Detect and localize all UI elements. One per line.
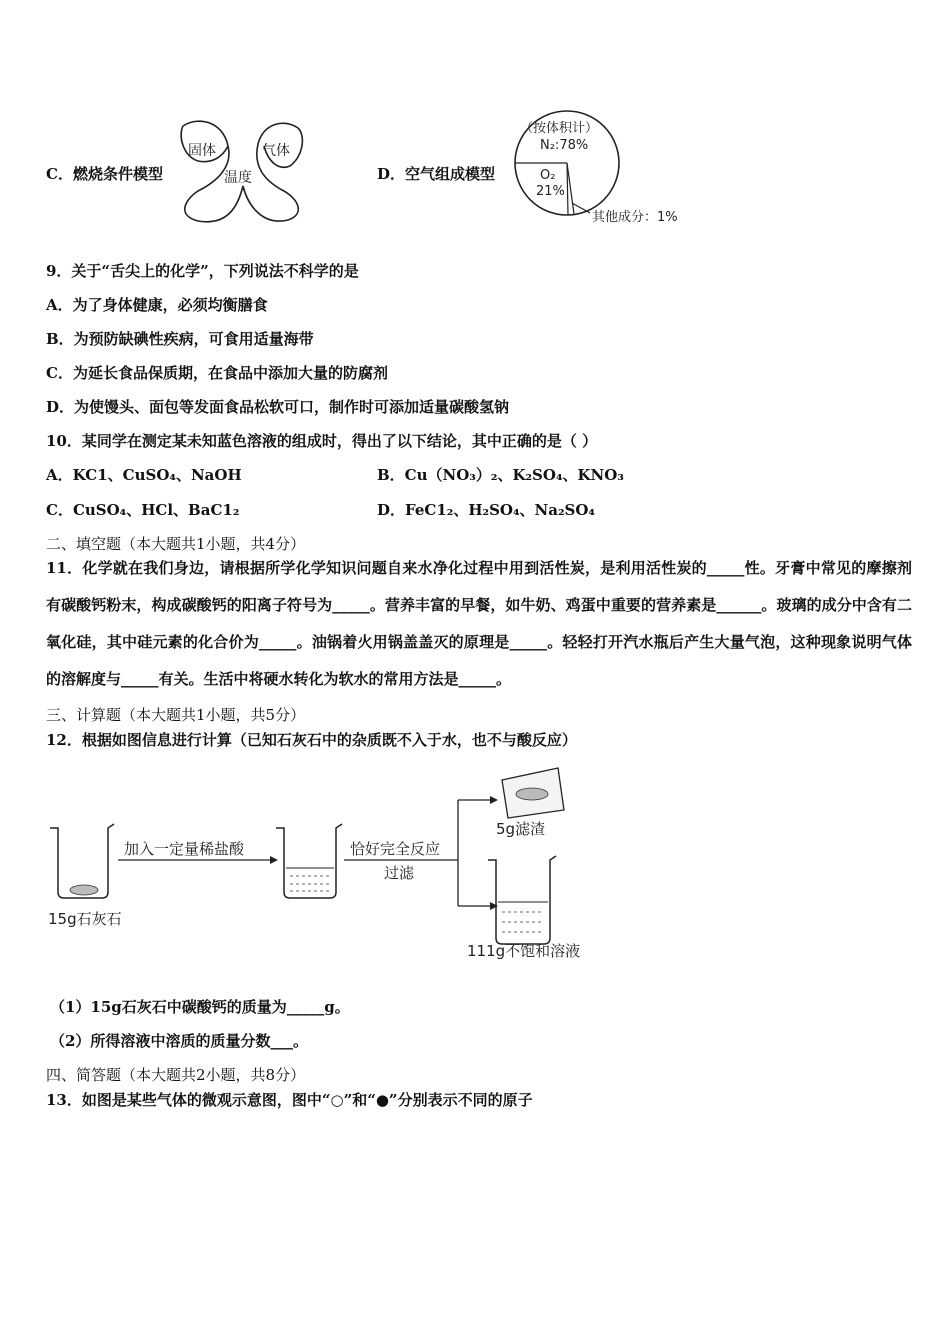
q12-stem: 12．根据如图信息进行计算（已知石灰石中的杂质既不入于水，也不与酸反应） — [46, 731, 577, 749]
limestone-15g-label: 15g石灰石 — [48, 910, 122, 928]
fire-triangle-solid-label: 固体 — [188, 143, 216, 159]
react-completely-label: 恰好完全反应 — [350, 840, 441, 858]
q8-option-d-label: D．空气组成模型 — [377, 165, 496, 183]
air-pie-title: （按体积计） — [520, 121, 599, 136]
air-pie-n2-label: N₂:78% — [540, 138, 589, 153]
filter-label: 过滤 — [384, 864, 415, 882]
q9-option-a[interactable]: A．为了身体健康，必须均衡膳食 — [46, 296, 268, 314]
q10-option-b[interactable]: B．Cu（NO₃）₂、K₂SO₄、KNO₃ — [377, 466, 624, 484]
q10-option-c[interactable]: C．CuSO₄、HCl、BaC1₂ — [46, 501, 240, 519]
air-pie-other-label: 其他成分：1% — [592, 210, 678, 225]
residue-5g-label: 5g滤渣 — [496, 820, 546, 838]
q10-option-a[interactable]: A．KC1、CuSO₄、NaOH — [46, 466, 242, 484]
q9-stem: 9．关于“舌尖上的化学”，下列说法不科学的是 — [46, 262, 359, 280]
section-2-heading: 二、填空题（本大题共1小题，共4分） — [46, 535, 306, 553]
section-3-heading: 三、计算题（本大题共1小题，共5分） — [46, 706, 306, 724]
q13-stem: 13．如图是某些气体的微观示意图，图中“○”和“●”分别表示不同的原子 — [46, 1091, 533, 1109]
q10-stem: 10．某同学在测定某未知蓝色溶液的组成时，得出了以下结论，其中正确的是（ ） — [46, 432, 598, 450]
q12-sub2: （2）所得溶液中溶质的质量分数___。 — [50, 1032, 308, 1050]
air-pie-o2-percent: 21% — [536, 184, 565, 199]
unsaturated-solution-label: 111g不饱和溶液 — [467, 942, 581, 960]
add-dilute-hcl-label: 加入一定量稀盐酸 — [124, 840, 245, 858]
q9-option-b[interactable]: B．为预防缺碘性疾病，可食用适量海带 — [46, 330, 314, 348]
q12-sub1: （1）15g石灰石中碳酸钙的质量为_____g。 — [50, 998, 350, 1016]
fire-triangle-gas-label: 气体 — [262, 143, 290, 159]
q10-option-d[interactable]: D．FeC1₂、H₂SO₄、Na₂SO₄ — [377, 501, 596, 519]
q9-option-d[interactable]: D．为使馒头、面包等发面食品松软可口，制作时可添加适量碳酸氢钠 — [46, 398, 510, 416]
q9-option-c[interactable]: C．为延长食品保质期，在食品中添加大量的防腐剂 — [46, 364, 388, 382]
section-4-heading: 四、简答题（本大题共2小题，共8分） — [46, 1066, 306, 1084]
fire-triangle-temperature-label: 温度 — [224, 170, 252, 186]
air-pie-o2-label: O₂ — [540, 168, 556, 183]
q8-option-c-label: C．燃烧条件模型 — [46, 165, 163, 183]
q11-text: 11．化学就在我们身边，请根据所学化学知识问题自来水净化过程中用到活性炭，是利用活性炭的_____性。牙膏中常见的摩擦剂有碳酸钙粉末，构成碳酸钙的阳离子符号为_____。营养丰富的早餐，如牛奶、鸡蛋中重要的营养素是______。玻璃的成分中含有二氧化硅，其中硅元素的化合价为_____。油锅着火用锅盖盖灭的原理是_____。轻轻打开汽水瓶后产生大量气泡，这种现象说明气体的溶解度与_____有关。生活中将硬水转化为软水的常用方法是_____。 — [46, 559, 912, 688]
